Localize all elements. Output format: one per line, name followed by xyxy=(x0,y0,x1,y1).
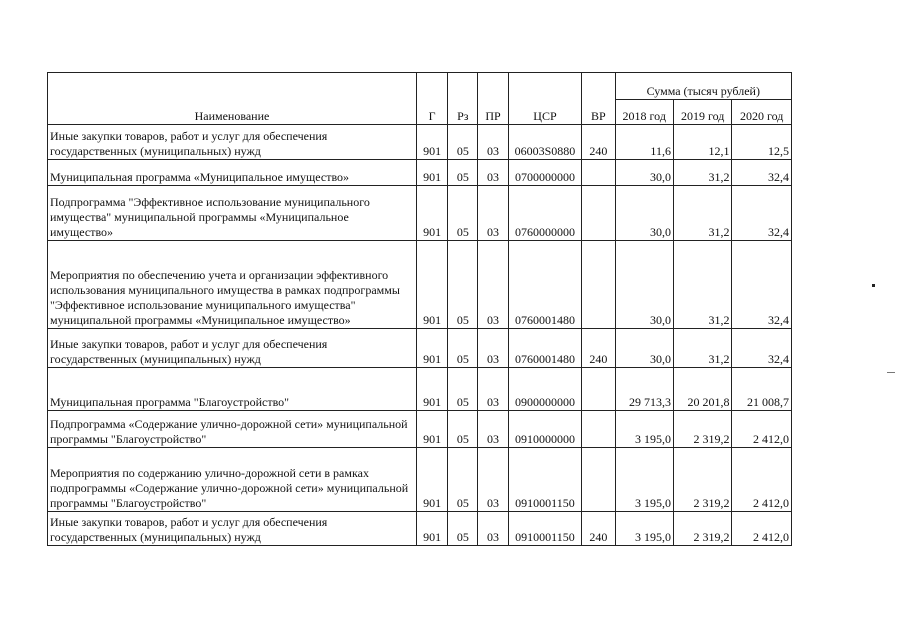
header-pr: ПР xyxy=(478,73,508,125)
row-pr: 03 xyxy=(478,368,508,411)
row-g: 901 xyxy=(416,125,447,160)
header-year-2018: 2018 год xyxy=(615,100,673,125)
row-2020: 12,5 xyxy=(732,125,792,160)
row-rz: 05 xyxy=(448,411,478,448)
row-csr: 0900000000 xyxy=(508,368,582,411)
row-2019: 20 201,8 xyxy=(673,368,731,411)
header-csr: ЦСР xyxy=(508,73,582,125)
row-2018: 30,0 xyxy=(615,241,673,329)
row-2019: 2 319,2 xyxy=(673,512,731,546)
row-name: Мероприятия по содержанию улично-дорожной сети в рамках подпрограммы «Содержание улично-дорожной сети» муниципальной программы "Благоустройство" xyxy=(48,448,417,512)
header-g: Г xyxy=(416,73,447,125)
row-rz: 05 xyxy=(448,448,478,512)
row-name: Мероприятия по обеспечению учета и организации эффективного использования муниципального имущества в рамках подпрограммы "Эффективное использование муниципального имущества" муниципальной программы «Муниципальное имущество» xyxy=(48,241,417,329)
row-g: 901 xyxy=(416,411,447,448)
row-2018: 3 195,0 xyxy=(615,411,673,448)
row-rz: 05 xyxy=(448,125,478,160)
row-vr xyxy=(582,411,615,448)
header-name: Наименование xyxy=(48,73,417,125)
table-row xyxy=(48,448,792,512)
row-csr: 0760001480 xyxy=(508,329,582,368)
row-rz: 05 xyxy=(448,160,478,186)
budget-table xyxy=(47,72,792,546)
row-2018: 30,0 xyxy=(615,186,673,241)
row-csr: 0910001150 xyxy=(508,448,582,512)
row-2020: 32,4 xyxy=(732,186,792,241)
row-name: Подпрограмма "Эффективное использование муниципального имущества" муниципальной программы «Муниципальное имущество» xyxy=(48,186,417,241)
row-pr: 03 xyxy=(478,512,508,546)
row-2020: 32,4 xyxy=(732,160,792,186)
row-vr xyxy=(582,186,615,241)
row-2019: 31,2 xyxy=(673,241,731,329)
scan-edge-mark xyxy=(887,372,895,373)
row-2018: 30,0 xyxy=(615,329,673,368)
row-2018: 11,6 xyxy=(615,125,673,160)
row-csr: 0910000000 xyxy=(508,411,582,448)
row-pr: 03 xyxy=(478,125,508,160)
row-2018: 3 195,0 xyxy=(615,448,673,512)
row-pr: 03 xyxy=(478,448,508,512)
row-pr: 03 xyxy=(478,241,508,329)
header-year-2020: 2020 год xyxy=(732,100,792,125)
row-2020: 21 008,7 xyxy=(732,368,792,411)
row-rz: 05 xyxy=(448,368,478,411)
row-name: Иные закупки товаров, работ и услуг для обеспечения государственных (муниципальных) нужд xyxy=(48,125,417,160)
row-2020: 32,4 xyxy=(732,241,792,329)
row-2019: 2 319,2 xyxy=(673,411,731,448)
row-2018: 3 195,0 xyxy=(615,512,673,546)
row-g: 901 xyxy=(416,160,447,186)
table-row xyxy=(48,241,792,329)
row-2020: 2 412,0 xyxy=(732,448,792,512)
row-vr xyxy=(582,241,615,329)
row-rz: 05 xyxy=(448,241,478,329)
row-g: 901 xyxy=(416,368,447,411)
row-csr: 0910001150 xyxy=(508,512,582,546)
row-name: Подпрограмма «Содержание улично-дорожной сети» муниципальной программы "Благоустройство" xyxy=(48,411,417,448)
row-name: Муниципальная программа "Благоустройство" xyxy=(48,368,417,411)
row-g: 901 xyxy=(416,512,447,546)
row-vr xyxy=(582,160,615,186)
row-pr: 03 xyxy=(478,411,508,448)
row-2020: 2 412,0 xyxy=(732,411,792,448)
header-rz: Рз xyxy=(448,73,478,125)
row-2019: 31,2 xyxy=(673,186,731,241)
row-2020: 32,4 xyxy=(732,329,792,368)
row-g: 901 xyxy=(416,241,447,329)
row-pr: 03 xyxy=(478,329,508,368)
row-name: Иные закупки товаров, работ и услуг для обеспечения государственных (муниципальных) нужд xyxy=(48,512,417,546)
row-2019: 31,2 xyxy=(673,329,731,368)
row-csr: 0760001480 xyxy=(508,241,582,329)
row-2019: 2 319,2 xyxy=(673,448,731,512)
table-row xyxy=(48,411,792,448)
row-vr xyxy=(582,448,615,512)
row-vr: 240 xyxy=(582,125,615,160)
row-name: Иные закупки товаров, работ и услуг для обеспечения государственных (муниципальных) нужд xyxy=(48,329,417,368)
row-g: 901 xyxy=(416,329,447,368)
row-rz: 05 xyxy=(448,512,478,546)
row-2018: 29 713,3 xyxy=(615,368,673,411)
table-row xyxy=(48,186,792,241)
row-name: Муниципальная программа «Муниципальное имущество» xyxy=(48,160,417,186)
row-vr xyxy=(582,368,615,411)
table-row xyxy=(48,160,792,186)
table-row xyxy=(48,125,792,160)
header-sum: Сумма (тысяч рублей) xyxy=(615,73,791,100)
row-g: 901 xyxy=(416,186,447,241)
row-pr: 03 xyxy=(478,186,508,241)
row-csr: 06003S0880 xyxy=(508,125,582,160)
row-csr: 0760000000 xyxy=(508,186,582,241)
row-pr: 03 xyxy=(478,160,508,186)
table-row xyxy=(48,512,792,546)
scan-dot-mark xyxy=(872,284,875,287)
row-g: 901 xyxy=(416,448,447,512)
row-2018: 30,0 xyxy=(615,160,673,186)
row-vr: 240 xyxy=(582,329,615,368)
row-2020: 2 412,0 xyxy=(732,512,792,546)
row-rz: 05 xyxy=(448,186,478,241)
table-row xyxy=(48,368,792,411)
table-row xyxy=(48,329,792,368)
row-csr: 0700000000 xyxy=(508,160,582,186)
row-2019: 31,2 xyxy=(673,160,731,186)
header-year-2019: 2019 год xyxy=(673,100,731,125)
row-2019: 12,1 xyxy=(673,125,731,160)
table-header xyxy=(48,73,792,125)
table-body xyxy=(48,125,792,546)
row-vr: 240 xyxy=(582,512,615,546)
row-rz: 05 xyxy=(448,329,478,368)
header-vr: ВР xyxy=(582,73,615,125)
